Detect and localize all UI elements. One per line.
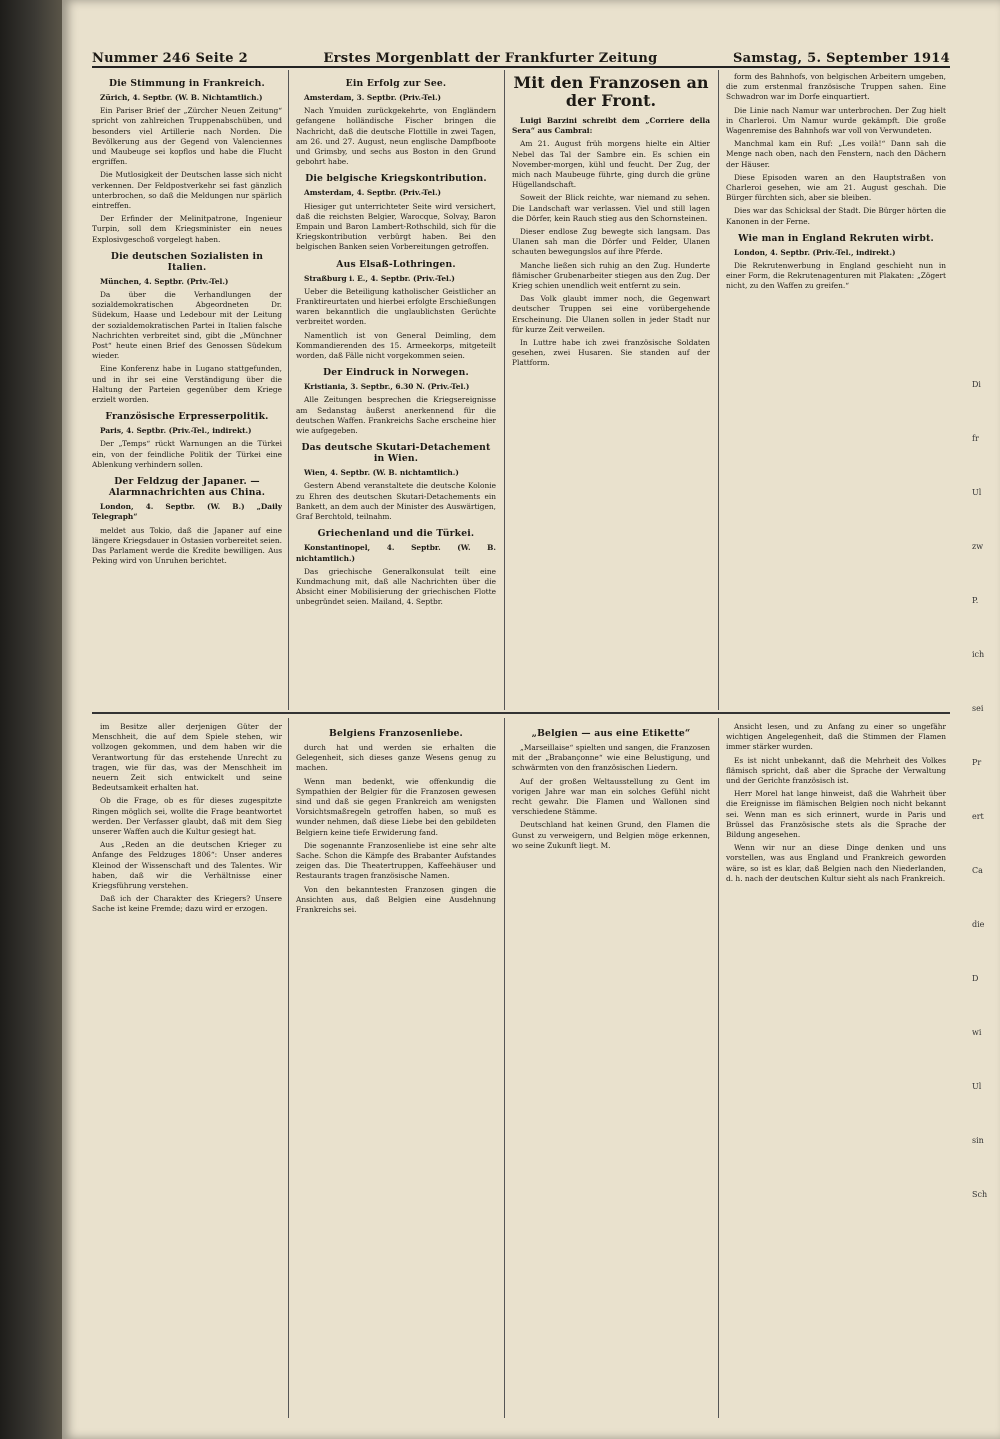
column-rule (288, 70, 289, 710)
feuilleton-paragraph: Wenn wir nur an diese Dinge denken und uns vorstellen, was aus England und Frankreich geworden wäre, so ist es klar, daß Belgien nach den Niederlanden, d. h. nach der deutschen Kultur sieht als nach Frankreich. (726, 843, 946, 883)
article-paragraph: Die Mutlosigkeit der Deutschen lasse sich nicht verkennen. Der Feldpostverkehr sei fast gänzlich unterbrochen, so daß die Meldungen nur spärlich eintreffen. (92, 170, 282, 211)
article (92, 476, 282, 566)
feuilleton-paragraph: Ob die Frage, ob es für dieses zugespitzte Ringen möglich sei, wollte die Frage beantwortet werden. Der Verfasser glaubt, daß mit dem Sieg unserer Waffen auch die Kultur gesiegt hat. (92, 796, 282, 837)
edge-fragment: P. (972, 596, 979, 605)
column-rule (718, 70, 719, 710)
binding-spine (0, 0, 62, 1439)
article-headline: Die belgische Kriegskontribution. (305, 173, 487, 185)
section-divider (92, 712, 950, 714)
article (296, 367, 496, 436)
lower-column-3 (512, 722, 710, 1412)
article-headline: Das deutsche Skutari-Detachement in Wien. (301, 442, 491, 465)
article-dateline: Wien, 4. Septbr. (W. B. nichtamtlich.) (304, 468, 459, 478)
article-paragraph: Namentlich ist von General Deimling, dem Kommandierenden des 15. Armeekorps, mitgeteilt worden, daß Fälle nicht vorgekommen seien. (296, 330, 496, 361)
article-paragraph: Das griechische Generalkonsulat teilt eine Kundmachung mit, daß alle Nachrichten über die Absicht einer Mobilisierung der griechischen Flotte unbegründet seien. Mailand, 4. Septbr. (296, 566, 496, 607)
article-dateline: London, 4. Septbr. (Priv.-Tel., indirekt.) (734, 247, 896, 257)
column-rule (718, 718, 719, 1418)
article-headline: Die deutschen Sozialisten in Italien. (110, 250, 264, 273)
article-headline: Mit den Franzosen an der Front. (513, 73, 709, 110)
article-paragraph: meldet aus Tokio, daß die Japaner auf eine längere Kriegsdauer in Ostasien vorbereitet seien. Das Parlament werde die Kredite bewilligen. Aus Peking wird von Unruhen berichtet. (92, 525, 282, 566)
article-dateline: Kristiania, 3. Septbr., 6.30 N. (Priv.-Tel.) (304, 382, 470, 392)
article-paragraph: Dies war das Schicksal der Stadt. Die Bürger hörten die Kanonen in der Ferne. (726, 206, 946, 226)
article-paragraph: Manche ließen sich ruhig an den Zug. Hunderte flämischer Grubenarbeiter stiegen aus den Zug. Der Krieg schien unendlich weit entfernt zu sein. (512, 260, 710, 291)
column-4 (726, 72, 946, 702)
article-dateline: Luigi Barzini schreibt dem „Corriere della Sera“ aus Cambrai: (512, 116, 710, 136)
article-paragraph: Das Volk glaubt immer noch, die Gegenwart deutscher Truppen sei eine vorübergehende Erscheinung. Die Ulanen sollen in jeder Stadt nur für kurze Zeit verweilen. (512, 294, 710, 334)
edge-fragment: Ul (972, 488, 982, 497)
article-paragraph: Dieser endlose Zug bewegte sich langsam. Das Ulanen sah man die Dörfer und Felder, Ulanen schauten bewegungslos auf ihre Pferde. (512, 227, 710, 257)
masthead-issue: Nummer 246 Seite 2 (92, 51, 248, 66)
column-2 (296, 72, 496, 702)
article-paragraph: Am 21. August früh morgens hielte ein Altier Nebel das Tal der Sambre ein. Es schien ein November-morgen, kühl und feucht. Der Zug, der mich nach Maubeuge führte, ging durch die grüne Hügellandschaft. (512, 139, 710, 190)
masthead-date: Samstag, 5. September 1914 (732, 51, 950, 66)
article-headline: Wie man in England Rekruten wirbt. (738, 232, 934, 244)
article-paragraph: Manchmal kam ein Ruf: „Les voilà!“ Dann sah die Menge nach oben, nach den Fenstern, nach den Dächern der Häuser. (726, 139, 946, 169)
column-3 (512, 72, 710, 702)
feuilleton-article (92, 722, 282, 915)
article-paragraph: form des Bahnhofs, von belgischen Arbeitern umgeben, die zum erstenmal französische Truppen sahen. Eine Schwadron war im Dorfe einquartiert. (726, 72, 946, 102)
article-dateline: München, 4. Septbr. (Priv.-Tel.) (100, 276, 229, 286)
edge-fragment: wi (972, 1028, 982, 1037)
edge-fragment: fr (972, 434, 979, 443)
article-headline: Griechenland und die Türkei. (317, 528, 475, 540)
article-paragraph: Hiesiger gut unterrichteter Seite wird versichert, daß die reichsten Belgier, Warocque, Solvay, Baron Empain und Baron Lambert-Rothschild, sich für die Kriegskontribution verbürgt haben. Bei den belgischen Banken seien Vorbereitungen getroffen. (296, 201, 496, 252)
feuilleton-paragraph: Die sogenannte Franzosenliebe ist eine sehr alte Sache. Schon die Kämpfe des Brabanter Aufstandes zeigen das. Die Theatertruppen, Kaffeehäuser und Restaurants tragen französische Namen. (296, 840, 496, 881)
article-paragraph: Gestern Abend veranstaltete die deutsche Kolonie zu Ehren des deutschen Skutari-Detachements ein Bankett, an dem auch der Minister des Auswärtigen, Graf Berchtold, teilnahm. (296, 481, 496, 522)
article (296, 173, 496, 252)
edge-fragment: Ul (972, 1082, 982, 1091)
feuilleton-headline: Belgiens Franzosenliebe. (329, 728, 463, 739)
lower-column-4 (726, 722, 946, 1412)
article (296, 528, 496, 607)
feuilleton-paragraph: „Marseillaise“ spielten und sangen, die Franzosen mit der „Brabançonne“ wie eine Belustigung, und schwärmten von den französischen Liedern. (512, 743, 710, 773)
feuilleton-paragraph: Auf der großen Weltausstellung zu Gent im vorigen Jahre war man ein solches Gefühl nicht recht gewahr. Die Flamen und Wallonen sind verschiedene Stämme. (512, 776, 710, 817)
article (726, 72, 946, 227)
article-paragraph: Eine Konferenz habe in Lugano stattgefunden, und in ihr sei eine Verständigung über die Haltung der Parteien gegenüber dem Kriege erzielt worden. (92, 364, 282, 405)
article-dateline: London, 4. Septbr. (W. B.) „Daily Telegraph“ (92, 502, 282, 522)
edge-fragment: zw (972, 542, 984, 551)
article (92, 411, 282, 470)
article-headline: Die Stimmung in Frankreich. (109, 78, 265, 89)
edge-fragment: die (972, 920, 985, 929)
edge-fragment: ich (972, 650, 985, 659)
article-dateline: Zürich, 4. Septbr. (W. B. Nichtamtlich.) (100, 93, 263, 102)
feuilleton-article (296, 728, 496, 915)
column-rule (288, 718, 289, 1418)
feuilleton-paragraph: Deutschland hat keinen Grund, den Flamen die Gunst zu verweigern, und Belgien möge erkennen, wo seine Zukunft liegt. M. (512, 820, 710, 850)
masthead-title: Erstes Morgenblatt der Frankfurter Zeitung (323, 51, 658, 66)
column-rule (504, 70, 505, 710)
masthead (92, 44, 950, 68)
article-dateline: Straßburg i. E., 4. Septbr. (Priv.-Tel.) (304, 273, 455, 283)
article-paragraph: Die Linie nach Namur war unterbrochen. Der Zug hielt in Charleroi. Um Namur wurde gekämpft. Die große Wagenremise des Bahnhofs war voll von Verwundeten. (726, 105, 946, 136)
article-dateline: Konstantinopel, 4. Septbr. (W. B. nichtamtlich.) (296, 543, 496, 563)
article-paragraph: Die Rekrutenwerbung in England geschieht nun in einer Form, die Rekrutenagenturen mit Plakaten: „Zögert nicht, zu den Waffen zu greifen.“ (726, 261, 946, 291)
article-headline: Der Feldzug der Japaner. — Alarmnachrichten aus China. (108, 476, 266, 499)
edge-fragment: Sch (972, 1190, 988, 1199)
article-headline: Aus Elsaß-Lothringen. (336, 258, 456, 270)
edge-fragment: sin (972, 1136, 984, 1145)
feuilleton-paragraph: durch hat und werden sie erhalten die Gelegenheit, sich dieses ganze Wesens genug zu machen. (296, 743, 496, 773)
edge-fragment: ert (972, 812, 984, 821)
article-paragraph: Alle Zeitungen besprechen die Kriegsereignisse am Sedanstag äußerst anerkennend für die deutschen Waffen. Frankreichs Sache erscheine hier wie aufgegeben. (296, 395, 496, 436)
article-paragraph: Nach Ymuiden zurückgekehrte, von Engländern gefangene holländische Fischer bringen die Nachricht, daß die deutsche Flottille in zwei Tagen, am 26. und 27. August, neun englische Dampfboote und Grimsby, und sechs aus Boston in den Grund gebohrt habe. (296, 106, 496, 167)
adjacent-page-edge (972, 380, 1000, 1280)
column-rule (504, 718, 505, 1418)
article-paragraph: Ueber die Beteiligung katholischer Geistlicher an Franktireurtaten und hierbei erfolgte Erschießungen waren bekanntlich die unglaublichsten Gerüchte verbreitet worden. (296, 286, 496, 327)
feuilleton-paragraph: Aus „Reden an die deutschen Krieger zu Anfange des Feldzuges 1806“: Unser anderes Kleinod der Wissenschaft und des Talentes. Wir haben, daß wir die Verhältnisse einer Kriegsführung verstehen. (92, 840, 282, 891)
column-1 (92, 72, 282, 702)
article-headline: Französische Erpresserpolitik. (105, 411, 269, 423)
feuilleton-paragraph: Es ist nicht unbekannt, daß die Mehrheit des Volkes flämisch spricht, daß aber die Sprache der Verwaltung und der Gerichte französisch ist. (726, 755, 946, 786)
article (296, 442, 496, 522)
article-headline: Ein Erfolg zur See. (345, 78, 447, 89)
edge-fragment: Pr (972, 758, 982, 767)
article-paragraph: Soweit der Blick reichte, war niemand zu sehen. Die Landschaft war verlassen. Viel und still lagen die Dörfer, kein Rauch stieg aus den Schornsteinen. (512, 193, 710, 223)
feuilleton-paragraph: im Besitze aller derjenigen Güter der Menschheit, die auf dem Spiele stehen, wir vollzogen gekommen, und dem haben wir die Verantwortung für das erstehende Unrecht zu tragen, wie für das, was der Menschheit im neuern Zeit sich entwickelt und seine Bedeutsamkeit erhalten hat. (92, 722, 282, 793)
lower-column-2 (296, 722, 496, 1412)
feuilleton-headline: „Belgien — aus eine Etikette“ (531, 728, 691, 739)
feuilleton-paragraph: Ansicht lesen, und zu Anfang zu einer so ungefähr wichtigen Angelegenheit, daß die Stimmen der Flamen immer stärker wurden. (726, 722, 946, 752)
article-headline: Der Eindruck in Norwegen. (323, 367, 469, 379)
edge-fragment: Ca (972, 866, 983, 875)
article (296, 259, 496, 362)
article-paragraph: Der Erfinder der Melinitpatrone, Ingenieur Turpin, soll dem Kriegsminister ein neues Explosivgeschoß vorgelegt haben. (92, 214, 282, 244)
article-paragraph: Der „Temps“ rückt Warnungen an die Türkei ein, von der feindliche Politik der Türkei eine Ablenkung verhindern sollen. (92, 439, 282, 469)
feuilleton-paragraph: Daß ich der Charakter des Kriegers? Unsere Sache ist keine Fremde; dazu wird er erzogen. (92, 894, 282, 914)
feuilleton-paragraph: Wenn man bedenkt, wie offenkundig die Sympathien der Belgier für die Franzosen gewesen sind und daß sie gegen Frankreich am wenigsten Vorsichtsmaßregeln getroffen haben, so muß es wunder nehmen, daß diese Liebe bei den gebildeten Belgiern keine tiefe Erwiderung fand. (296, 776, 496, 837)
article-paragraph: Da über die Verhandlungen der sozialdemokratischen Abgeordneten Dr. Südekum, Haase und Ledebour mit der Leitung der sozialdemokratischen Partei in Italien falsche Nachrichten verbreitet sind, gibt die „Münchner Post“ heute einen Brief des Genossen Südekum wieder. (92, 290, 282, 361)
article-dateline: Paris, 4. Septbr. (Priv.-Tel., indirekt.) (100, 426, 252, 436)
feuilleton-article (726, 722, 946, 884)
article-dateline: Amsterdam, 4. Septbr. (Priv.-Tel.) (304, 188, 442, 198)
article (92, 251, 282, 405)
article (512, 74, 710, 369)
newspaper-page (62, 0, 1000, 1439)
article-paragraph: Ein Pariser Brief der „Zürcher Neuen Zeitung“ spricht von zahlreichen Truppenabschüben, und besonders viel Artillerie nach Norden. Die Bevölkerung aus der Gegend von Valenciennes und Maubeuge sei kopflos und habe die Flucht ergriffen. (92, 106, 282, 167)
article (92, 78, 282, 245)
article (296, 78, 496, 167)
edge-fragment: Di (972, 380, 981, 389)
edge-fragment: D (972, 974, 979, 983)
edge-fragment: sei (972, 704, 984, 713)
feuilleton-paragraph: Von den bekanntesten Franzosen gingen die Ansichten aus, daß Belgien eine Ausdehnung Frankreichs sei. (296, 884, 496, 915)
lower-column-1 (92, 722, 282, 1412)
article (726, 233, 946, 292)
article-paragraph: In Luttre habe ich zwei französische Soldaten gesehen, zwei Husaren. Sie standen auf der Plattform. (512, 338, 710, 368)
feuilleton-paragraph: Herr Morel hat lange hinweist, daß die Wahrheit über die Ereignisse im flämischen Belgien noch nicht bekannt sei. Wenn man es sich erinnert, wurde in Paris und Brüssel das Französische stets als die Sprache der Bildung angesehen. (726, 789, 946, 840)
article-dateline: Amsterdam, 3. Septbr. (Priv.-Tel.) (304, 93, 442, 102)
feuilleton-article (512, 728, 710, 851)
article-paragraph: Diese Episoden waren an den Hauptstraßen von Charleroi gesehen, wie am 21. August geschah. Die Bürger fürchten sich, aber sie bleiben. (726, 172, 946, 203)
